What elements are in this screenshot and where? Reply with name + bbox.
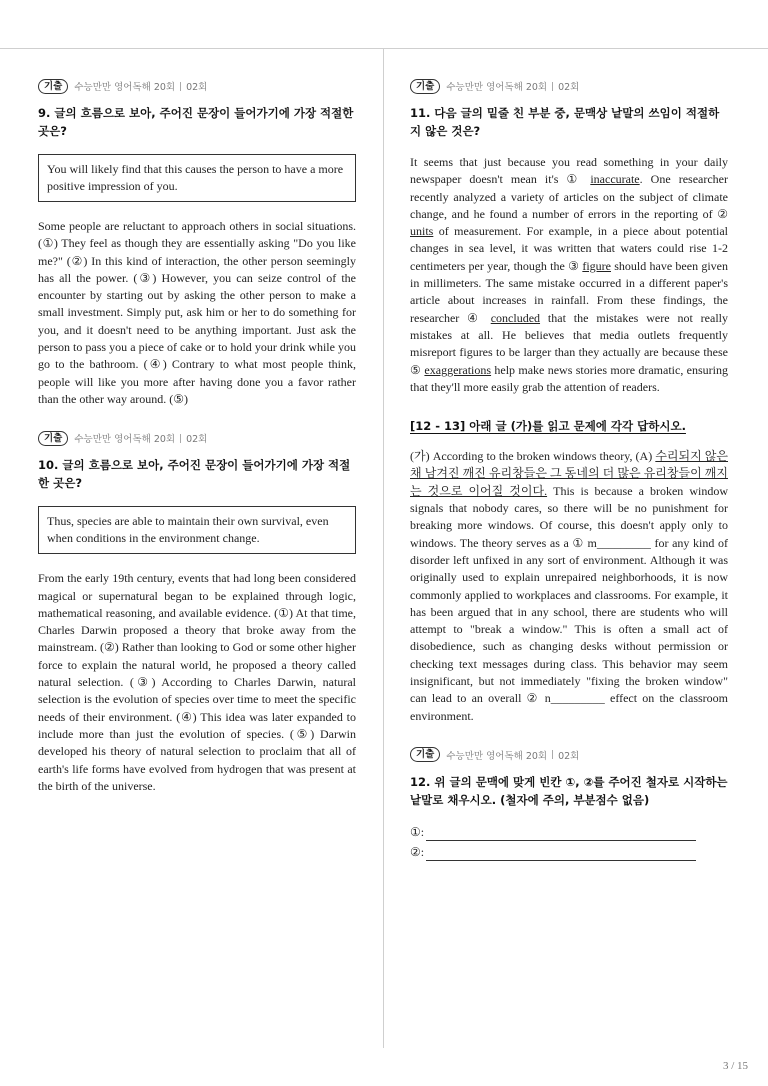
source-round: 02회 (186, 434, 208, 446)
source-round: 02회 (558, 750, 580, 762)
question-12-13-group (410, 418, 728, 725)
question-9-passage: Some people are reluctant to approach others in social situations. (①) They feel as though they are essentially asking "Do you like me?" (②) In this kind of interaction, the other person seemingly has all the power. (③) However, you can seize control of the encounter by starting out by asking the other person to make a small investment. Simply put, ask him or her to do something for you, and it doesn't need to be anything important. Just ask the person to pass you a piece of cake or to hold your drink while you go to the bathroom. (④) Contrary to what most people think, people will like you more after having done you a favor rather than the other way around. (⑤) (38, 219, 356, 406)
question-source-line (38, 78, 356, 94)
source-book: 수능만만 영어독해 20회 (446, 82, 548, 93)
source-book: 수능만만 영어독해 20회 (74, 82, 176, 93)
source-separator (180, 82, 181, 91)
answer-label-2: ②: (410, 844, 425, 859)
source-separator (552, 82, 553, 91)
column-divider (383, 48, 384, 1048)
question-11-passage (410, 154, 728, 396)
source-separator (180, 434, 181, 443)
header-rule (0, 48, 768, 49)
question-9-title: 9. 글의 흐름으로 보아, 주어진 문장이 들어가기에 가장 적절한 곳은? (38, 106, 354, 138)
source-book: 수능만만 영어독해 20회 (74, 434, 176, 446)
answer-label-1: ①: (410, 824, 425, 839)
passage-text: of measurement. For example, in a piece about potential changes in sea level, it was written that waters could rise 1-2 centimeters per year, though the ③ (410, 224, 728, 273)
passage-ga (410, 448, 728, 725)
source-separator (552, 750, 553, 759)
passage-text: (가) According to the broken windows theory, (A) (410, 449, 656, 464)
question-9-given-sentence: You will likely find that this causes the person to have a more positive impression of you. (38, 154, 356, 202)
question-12-title: 12. 위 글의 문맥에 맞게 빈칸 ①, ②를 주어진 철자로 시작하는 낱말로 채우시오. (철자에 주의, 부분점수 없음) (410, 774, 728, 807)
underlined-word-3: figure (582, 258, 611, 273)
exam-tag-badge: 기출 (38, 79, 68, 94)
question-10-title: 10. 글의 흐름으로 보아, 주어진 문장이 들어가기에 가장 적절한 곳은? (38, 458, 351, 491)
source-round: 02회 (558, 82, 580, 93)
underlined-korean-sentence-a: 수리되지 않은 채 남겨진 깨진 유리창들은 그 동네의 더 많은 유리창들이 깨지는 것으로 이어질 것이다. (410, 449, 728, 498)
question-12 (410, 747, 728, 861)
left-column (38, 78, 356, 817)
exam-tag-badge: 기출 (38, 431, 68, 446)
question-10-passage: From the early 19th century, events that had long been considered magical or supernatural began to be explained through logic, mathematical reasoning, and available evidence. (①) At that time, Charles Darwin proposed a theory that broke away from the mainstream. (②) Rather than looking to God or some other higher force to explain the natural world, he proposed a theory called natural selection. (③) According to Charles Darwin, natural selection is the evolution of species over time to meet the specific needs of their environment. (④) This idea was later expanded to include more than just the evolution of species. (⑤) Darwin developed his theory of natural selection to proclaim that all of earth's life forms have evolved from hydrogen that was present at the birth of the universe. (38, 571, 356, 793)
underlined-word-2: units (410, 224, 434, 239)
underlined-word-5: exaggerations (424, 362, 492, 377)
passage-text: that the mistakes were not really mistakes at all. He believes that media outlets frequently misreport figures to be larger than they actually are because these ⑤ (410, 310, 728, 377)
question-11 (410, 78, 728, 396)
exam-tag-badge: 기출 (410, 79, 440, 94)
underlined-word-4: concluded (490, 310, 541, 325)
answer-lines (410, 823, 728, 861)
question-10-given-sentence: Thus, species are able to maintain their own survival, even when conditions in the environment change. (38, 506, 356, 554)
passage-text: This is because a broken window signals that nobody cares, so there will be no punishment for breaking more windows. Of course, this doesn't apply only to windows. The theory serves as a ① m_________ for any kind of disorder left unfixed in any sort of environment. Although it was originally used to explain unrepaired neighborhoods, it is now commonly applied to workplaces and classrooms. For example, it has been argued that in any school, there are students who will attempt to "break a window." This is often a small act of disobedience, such as changing desks without permission or checking text messages during class. This behavior may seem insignificant, but not immediately "fixing the broken window" can lead to an overall ② n_________ effect on the classroom environment. (410, 483, 728, 723)
answer-blank-1[interactable] (426, 827, 696, 841)
answer-blank-2[interactable] (426, 847, 696, 861)
answer-line-2 (410, 843, 728, 861)
question-9 (38, 78, 356, 408)
passage-text: should have been given in millimeters. The same mistake occurred in a different paper's article about increases in rainfall. From these findings, the researcher ④ (410, 258, 728, 325)
exam-tag-badge: 기출 (410, 747, 440, 762)
answer-line-1 (410, 823, 728, 841)
question-11-title: 11. 다음 글의 밑줄 친 부분 중, 문맥상 낱말의 쓰임이 적절하지 않은 것은? (410, 106, 720, 138)
underlined-word-1: inaccurate (590, 172, 640, 187)
question-source-line (410, 747, 728, 763)
question-source-line (410, 78, 728, 94)
question-12-13-heading: [12 - 13] 아래 글 (가)를 읽고 문제에 각각 답하시오. (410, 419, 686, 434)
passage-text: help make news stories more dramatic, ensuring that they'll more easily grab the attention of readers. (410, 362, 728, 394)
page-number: 3 / 15 (722, 1060, 748, 1072)
right-column (410, 78, 728, 883)
passage-text: It seems that just because you read something in your daily newspaper doesn't mean it's ① (410, 155, 728, 187)
passage-text: . One researcher recently analyzed a variety of articles on the subject of climate change, and he found a number of errors in the reporting of ② (410, 172, 728, 221)
question-source-line (38, 430, 356, 446)
question-10 (38, 430, 356, 795)
source-round: 02회 (186, 82, 208, 93)
source-book: 수능만만 영어독해 20회 (446, 750, 548, 762)
